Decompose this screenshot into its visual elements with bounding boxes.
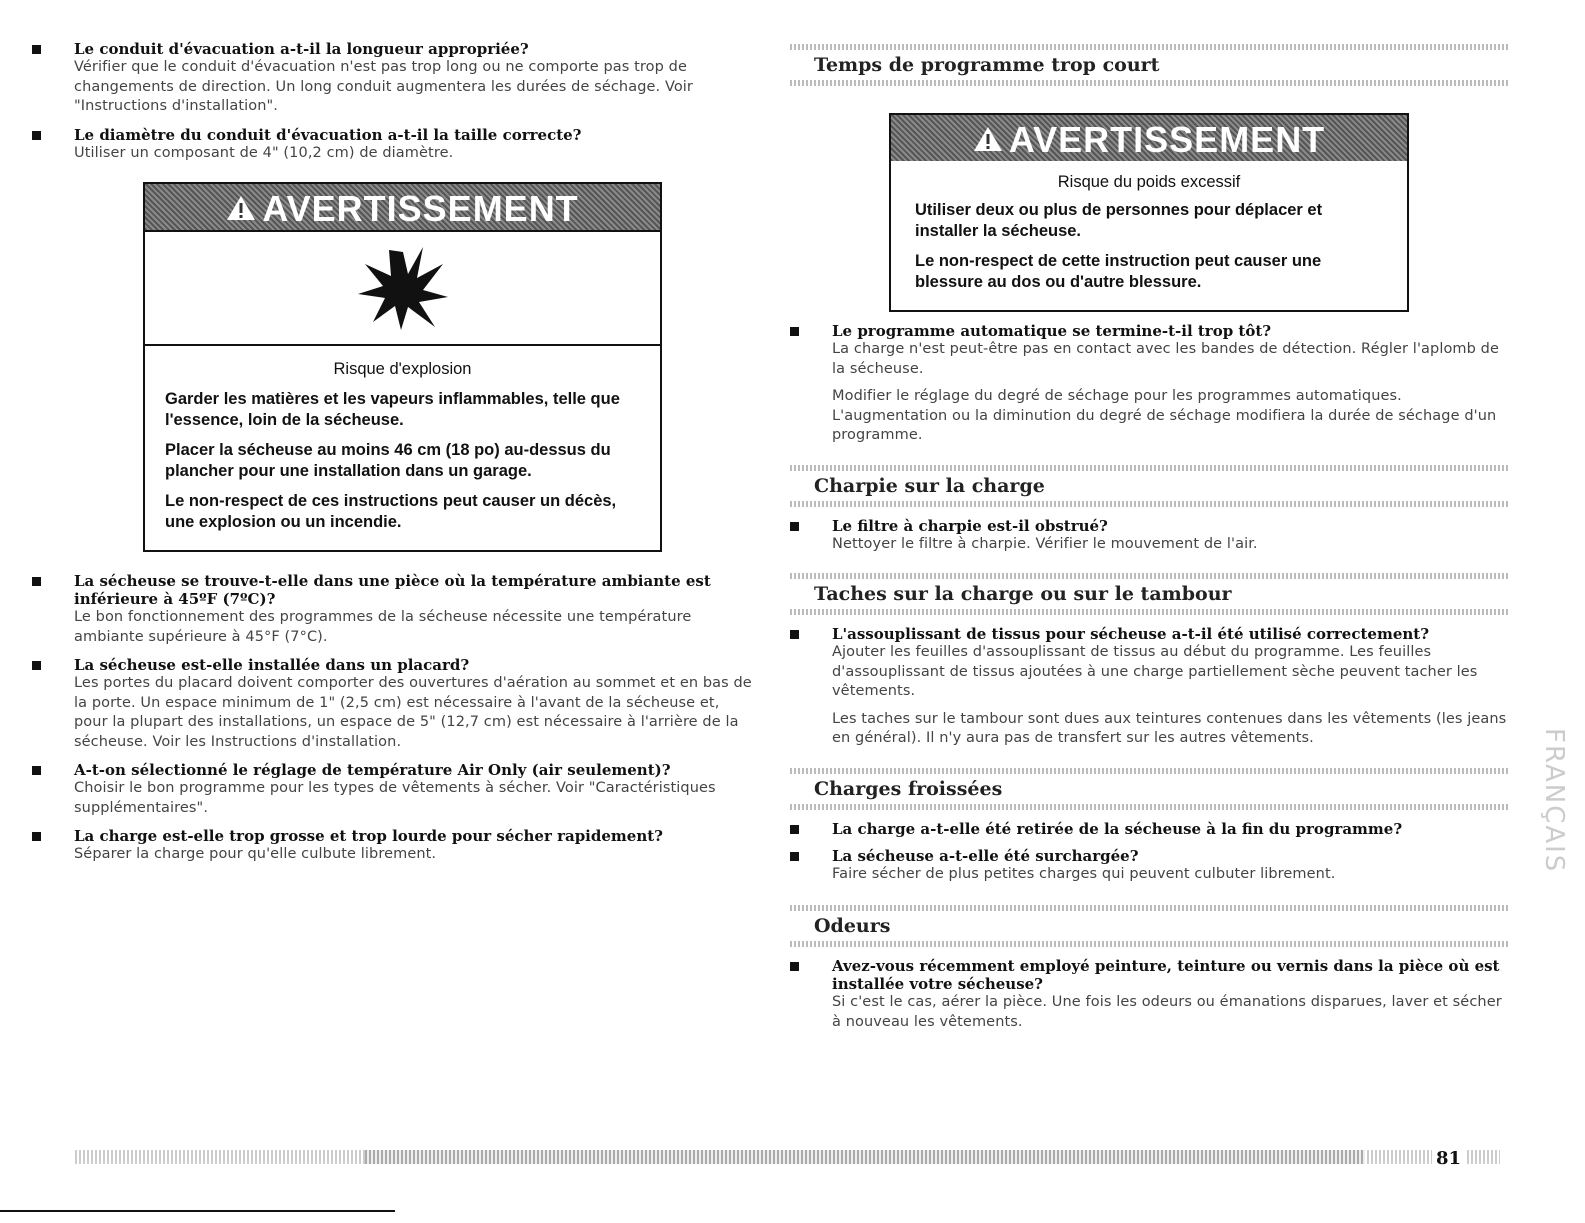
warning-header (891, 115, 1407, 161)
faq-question: Avez-vous récemment employé peinture, teinture ou vernis dans la pièce où est installée votre sécheuse? (832, 957, 1500, 993)
left-top-items (32, 40, 754, 163)
warning-paragraph: Utiliser deux ou plus de personnes pour déplacer et installer la sécheuse. (915, 201, 1323, 240)
left-column (32, 0, 754, 172)
faq-question: A-t-on sélectionné le réglage de température Air Only (air seulement)? (74, 761, 671, 779)
warning-triangle-icon (226, 184, 256, 234)
bullet-icon (32, 577, 41, 586)
section-divider (790, 80, 1510, 86)
faq-question: La charge est-elle trop grosse et trop lourde pour sécher rapidement? (74, 827, 663, 845)
faq-question: L'assouplissant de tissus pour sécheuse a-t-il été utilisé correctement? (832, 625, 1429, 643)
faq-item (790, 847, 1510, 885)
bullet-icon (32, 766, 41, 775)
left-bottom-items (32, 572, 754, 874)
warning-title: Risque du poids excessif (1057, 173, 1241, 191)
section-title-odors: Odeurs (814, 915, 891, 937)
bottom-rule (0, 1210, 395, 1212)
faq-item (790, 625, 1510, 749)
warning-paragraph: Garder les matières et les vapeurs inflammables, telle que l'essence, loin de la sécheuse. (165, 390, 620, 429)
faq-answer: Les portes du placard doivent comporter des ouvertures d'aération au sommet et en bas de la porte. Un espace minimum de 1" (2,5 cm) est nécessaire à l'avant de la sécheuse et, pour la plupart des installations, un espace de 5" (12,7 cm) est nécessaire à l'arrière de la sécheuse. Voir les Instructions d'installation. (74, 675, 752, 750)
faq-answer: Les taches sur le tambour sont dues aux teintures contenues dans les vêtements (les jeans en général). Il n'y aura pas de transfert sur les autres vêtements. (832, 710, 1507, 746)
faq-answer: Modifier le réglage du degré de séchage pour les programmes automatiques. L'augmentation ou la diminution du degré de séchage modifiera la durée de séchage d'un programme. (832, 388, 1497, 443)
warning-header-text: AVERTISSEMENT (1008, 119, 1326, 160)
explosion-icon-area (145, 230, 660, 346)
bullet-icon (32, 661, 41, 670)
bullet-icon (790, 962, 799, 971)
footer-band (75, 1150, 1500, 1164)
faq-item (32, 40, 754, 117)
faq-answer: Le bon fonctionnement des programmes de la sécheuse nécessite une température ambiante supérieure à 45°F (7°C). (74, 609, 692, 645)
faq-question: Le programme automatique se termine-t-il trop tôt? (832, 322, 1272, 340)
warning-paragraph: Le non-respect de cette instruction peut causer une blessure au dos ou d'autre blessure. (915, 252, 1322, 291)
faq-item (790, 957, 1510, 1032)
faq-item (32, 761, 754, 818)
faq-item (32, 827, 754, 865)
faq-answer: Si c'est le cas, aérer la pièce. Une fois les odeurs ou émanations disparues, laver et sécher à nouveau les vêtements. (832, 994, 1502, 1030)
bullet-icon (790, 852, 799, 861)
side-language-label: FRANÇAIS (1539, 728, 1569, 874)
bullet-icon (790, 825, 799, 834)
faq-answer: Vérifier que le conduit d'évacuation n'est pas trop long ou ne comporte pas trop de changements de direction. Un long conduit augmentera les durées de séchage. Voir "Instructions d'installation". (74, 59, 693, 114)
faq-question: Le diamètre du conduit d'évacuation a-t-il la taille correcte? (74, 125, 582, 144)
warning-paragraph: Le non-respect de ces instructions peut causer un décès, une explosion ou un incendie. (165, 492, 617, 531)
faq-item (32, 656, 754, 752)
faq-question: La sécheuse est-elle installée dans un placard? (74, 656, 470, 674)
faq-item (32, 126, 754, 164)
page-number: 81 (1432, 1148, 1465, 1169)
right-column (790, 44, 1510, 86)
faq-question: Le conduit d'évacuation a-t-il la longueur appropriée? (74, 40, 529, 58)
warning-header (145, 184, 660, 230)
faq-answer: Choisir le bon programme pour les types de vêtements à sécher. Voir "Caractéristiques supplémentaires". (74, 780, 716, 816)
faq-item (790, 322, 1510, 446)
bullet-icon (790, 327, 799, 336)
warning-header-text: AVERTISSEMENT (262, 188, 579, 229)
explosion-icon (353, 242, 453, 332)
faq-item (790, 517, 1510, 555)
section-title-short-cycle: Temps de programme trop court (814, 54, 1160, 76)
bullet-icon (32, 45, 41, 54)
faq-item (32, 572, 754, 647)
faq-question: La sécheuse a-t-elle été surchargée? (832, 846, 1139, 865)
weight-warning-box (889, 113, 1409, 312)
bullet-icon (32, 832, 41, 841)
section-title-wrinkled: Charges froissées (814, 777, 1003, 800)
faq-answer: La charge n'est peut-être pas en contact avec les bandes de détection. Régler l'aplomb de la sécheuse. (832, 341, 1499, 377)
bullet-icon (790, 630, 799, 639)
warning-triangle-icon (973, 115, 1003, 165)
faq-item (790, 820, 1510, 838)
warning-title: Risque d'explosion (333, 360, 472, 378)
section-title-stains: Taches sur la charge ou sur le tambour (814, 583, 1232, 605)
warning-paragraph: Placer la sécheuse au moins 46 cm (18 po) au-dessus du plancher pour une installation dans un garage. (165, 441, 611, 480)
section-title-lint: Charpie sur la charge (814, 474, 1045, 497)
faq-answer: Nettoyer le filtre à charpie. Vérifier le mouvement de l'air. (832, 535, 1258, 552)
faq-answer: Ajouter les feuilles d'assouplissant de tissus au début du programme. Les feuilles d'assouplissant de tissus ajoutées à une charge partiellement sèche peuvent tacher les vêtements. (832, 644, 1478, 699)
right-sections (790, 322, 1510, 1041)
faq-question: La sécheuse se trouve-t-elle dans une pièce où la température ambiante est inférieure à 45ºF (7ºC)? (74, 572, 711, 608)
faq-answer: Séparer la charge pour qu'elle culbute librement. (74, 846, 437, 862)
faq-answer: Utiliser un composant de 4" (10,2 cm) de diamètre. (74, 144, 454, 161)
faq-answer: Faire sécher de plus petites charges qui peuvent culbuter librement. (832, 865, 1336, 882)
faq-question: Le filtre à charpie est-il obstrué? (832, 516, 1108, 535)
faq-question: La charge a-t-elle été retirée de la sécheuse à la fin du programme? (832, 819, 1403, 838)
bullet-icon (790, 522, 799, 531)
explosion-warning-box (143, 182, 662, 552)
bullet-icon (32, 131, 41, 140)
